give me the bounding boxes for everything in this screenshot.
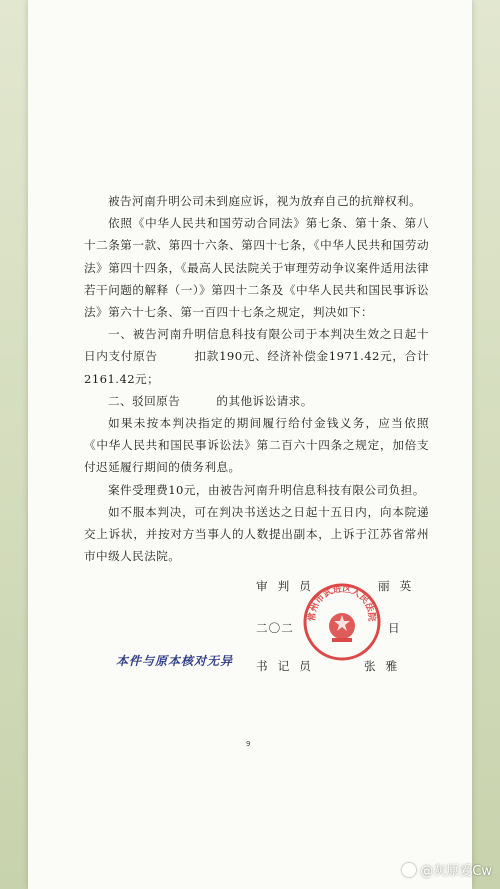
watermark-text: @灰原爱Cw [420,864,492,879]
paragraph-appeal: 如不服本判决，可在判决书送达之日起十五日内，向本院递交上诉状，并按对方当事人的人数提出副本，上诉于江苏省常州市中级人民法院。 [84,504,429,564]
judgment-body [84,190,429,567]
paragraph-legal-basis: 依照《中华人民共和国劳动合同法》第七条、第十条、第八十二条第一款、第四十六条、第四十七条，《中华人民共和国劳动法》第四十四条，《最高人民法院关于审理劳动争议案件适用法律若干问题的解释（一）》第四十二条及《中华人民共和国民事诉讼法》第六十七条、第一百四十七条之规定，判决如下： [84,216,429,320]
national-emblem-icon [329,613,355,642]
court-seal-icon [302,582,382,662]
judge-name: 丽英 [378,579,422,593]
user-avatar-icon [402,863,416,877]
certification-stamp: 本件与原本核对无异 [116,654,234,668]
seal-text: 常州市武进区人民法院 [307,584,377,622]
watermark [402,860,492,879]
page-number: 9 [246,740,251,748]
date-row [256,620,294,636]
judge-label: 审判员 [256,579,321,593]
paragraph-ruling-two: 二、驳回原告 的其他诉讼请求。 [108,393,313,408]
paragraph-case-fee: 案件受理费10元，由被告河南升明信息科技有限公司负担。 [108,482,425,497]
clerk-label: 书记员 [256,659,321,673]
right-background-strip [472,0,500,889]
clerk-name: 张雅 [364,659,408,673]
date-right: 日 [388,621,410,635]
date-left: 二〇二 [256,621,294,635]
paragraph-default-statement: 被告河南升明公司未到庭应诉，视为放弃自己的抗辩权利。 [108,194,422,208]
left-background-strip [0,0,28,889]
paragraph-ruling-one: 一、被告河南升明信息科技有限公司于本判决生效之日起十日内支付原告 扣款190元、经济补偿金1971.42元，合计2161.42元； [84,327,429,386]
paragraph-late-payment: 如果未按本判决指定的期间履行给付金钱义务，应当依照《中华人民共和国民事诉讼法》第二百六十四条之规定，加倍支付迟延履行期间的债务利息。 [84,416,429,475]
